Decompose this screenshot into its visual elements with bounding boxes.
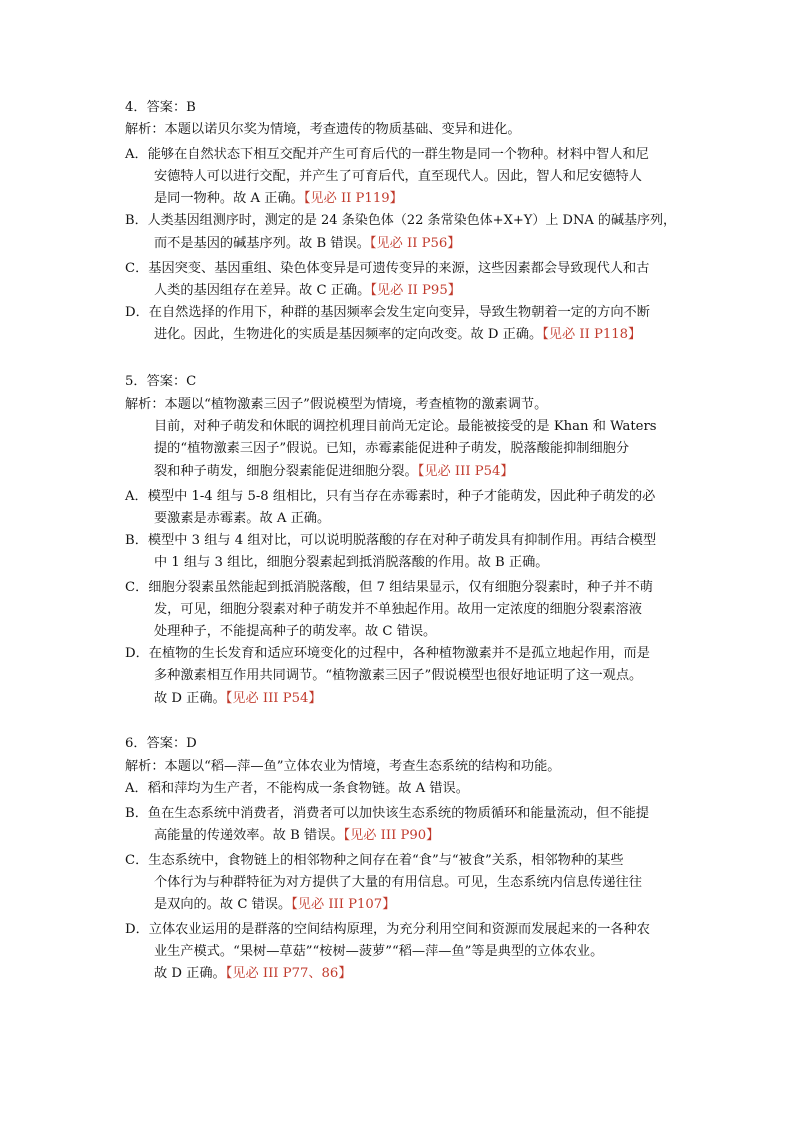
analysis-intro: 解析：本题以“植物激素三因子”假说模型为情境，考查植物的激素调节。	[125, 397, 548, 412]
answer-heading: 5．答案：C	[125, 374, 197, 389]
option-line: 而不是基因的碱基序列。故 B 错误。【见必 II P56】	[154, 236, 461, 251]
analysis-intro: 解析：本题以“稻—萍—鱼”立体农业为情境，考查生态系统的结构和功能。	[125, 759, 561, 774]
reference-tag: 【见必 III P90】	[343, 828, 440, 843]
option-line: 业生产模式。“果树—草菇”“桉树—菠萝”“稻—萍—鱼”等是典型的立体农业。	[154, 944, 604, 959]
reference-tag: 【见必 II P56】	[369, 236, 461, 251]
option-line: 发，可见，细胞分裂素对种子萌发并不单独起作用。故用一定浓度的细胞分裂素溶液	[154, 602, 642, 617]
option-line: D．在植物的生长发育和适应环境变化的过程中，各种植物激素并不是孤立地起作用，而是	[125, 646, 650, 661]
option-line: 处理种子，不能提高种子的萌发率。故 C 错误。	[154, 624, 437, 639]
reference-tag: 【见必 II P118】	[542, 327, 642, 342]
option-line: D．立体农业运用的是群落的空间结构原理，为充分利用空间和资源而发展起来的一各种农	[125, 922, 650, 937]
paragraph-line: 裂和种子萌发，细胞分裂素能促进细胞分裂。【见必 III P54】	[154, 464, 514, 479]
option-line: 安德特人可以进行交配，并产生了可育后代，直至现代人。因此，智人和尼安德特人	[154, 169, 642, 184]
option-line: 要激素是赤霉素。故 A 正确。	[154, 511, 331, 526]
reference-tag: 【见必 III P54】	[225, 691, 322, 706]
option-line: D．在自然选择的作用下，种群的基因频率会发生定向变异，导致生物朝着一定的方向不断	[125, 305, 650, 320]
answer-heading: 4．答案：B	[125, 100, 196, 115]
option-line: 个体行为与种群特征为对方提供了大量的有用信息。可见，生态系统内信息传递往往	[154, 875, 642, 890]
option-line: A．稻和萍均为生产者，不能构成一条食物链。故 A 错误。	[125, 781, 469, 796]
option-line: 故 D 正确。【见必 III P54】	[154, 691, 322, 706]
option-line: 是双向的。故 C 错误。【见必 III P107】	[154, 897, 396, 912]
option-line: B．鱼在生态系统中消费者，消费者可以加快该生态系统的物质循环和能量流动，但不能提	[125, 806, 649, 821]
option-line: 故 D 正确。【见必 III P77、86】	[154, 966, 352, 981]
reference-tag: 【见必 III P77、86】	[225, 966, 352, 981]
option-line: 多种激素相互作用共同调节。“植物激素三因子”假说模型也很好地证明了这一观点。	[154, 668, 643, 683]
answer-heading: 6．答案：D	[125, 736, 197, 751]
reference-tag: 【见必 III P54】	[417, 464, 514, 479]
option-line: A．模型中 1-4 组与 5-8 组相比，只有当存在赤霉素时，种子才能萌发，因此种子萌发的必	[125, 489, 656, 504]
option-line: B．模型中 3 组与 4 组对比，可以说明脱落酸的存在对种子萌发具有抑制作用。再结合模型	[125, 533, 657, 548]
option-line: 中 1 组与 3 组比，细胞分裂素起到抵消脱落酸的作用。故 B 正确。	[154, 555, 549, 570]
reference-tag: 【见必 II P119】	[303, 191, 403, 206]
analysis-intro: 解析：本题以诺贝尔奖为情境，考查遗传的物质基础、变异和进化。	[125, 122, 521, 137]
option-line: 进化。因此，生物进化的实质是基因频率的定向改变。故 D 正确。【见必 II P118】	[154, 327, 642, 342]
option-line: C．生态系统中，食物链上的相邻物种之间存在着“食”与“被食”关系，相邻物种的某些	[125, 853, 624, 868]
option-line: C．细胞分裂素虽然能起到抵消脱落酸，但 7 组结果显示，仅有细胞分裂素时，种子并不萌	[125, 580, 653, 595]
option-line: A．能够在自然状态下相互交配并产生可育后代的一群生物是同一个物种。材料中智人和尼	[125, 147, 649, 162]
paragraph-line: 提的“植物激素三因子”假说。已知，赤霉素能促进种子萌发，脱落酸能抑制细胞分	[154, 441, 630, 456]
option-line: C．基因突变、基因重组、染色体变异是可遗传变异的来源，这些因素都会导致现代人和古	[125, 261, 650, 276]
paragraph-line: 目前，对种子萌发和休眠的调控机理目前尚无定论。最能被接受的是 Khan 和 Waters	[154, 419, 657, 434]
reference-tag: 【见必 III P107】	[291, 897, 396, 912]
option-line: 人类的基因组存在差异。故 C 正确。【见必 II P95】	[154, 283, 461, 298]
option-line: 高能量的传递效率。故 B 错误。【见必 III P90】	[154, 828, 440, 843]
option-line: 是同一物种。故 A 正确。【见必 II P119】	[154, 191, 403, 206]
reference-tag: 【见必 II P95】	[370, 283, 461, 298]
option-line: B．人类基因组测序时，测定的是 24 条染色体（22 条常染色体+X+Y）上 DNA 的碱基序列，	[125, 213, 677, 228]
